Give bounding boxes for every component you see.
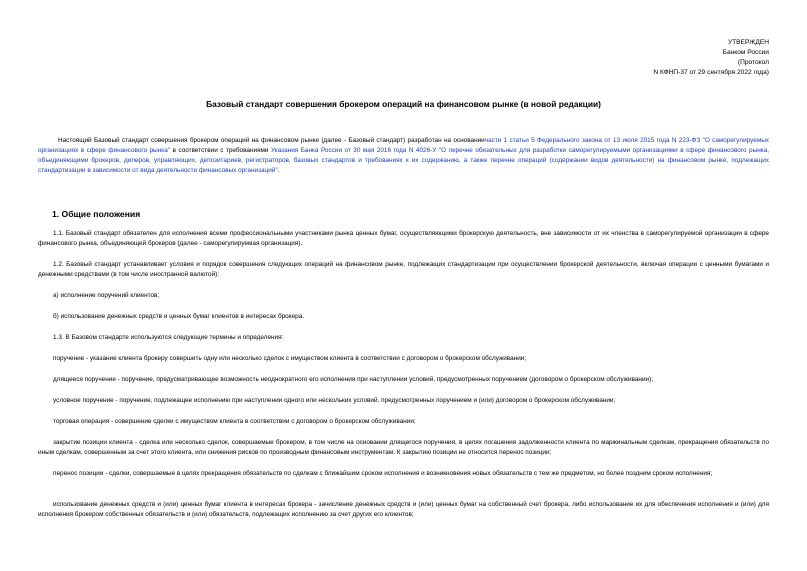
document-title: Базовый стандарт совершения брокером операций на финансовом рынке (в новой редакции) xyxy=(206,99,601,109)
approval-line: Банком России xyxy=(722,49,769,56)
section-heading: 1. Общие положения xyxy=(52,209,141,219)
definition-position-closing: закрытие позиции клиента - сделка или несколько сделок, совершаемые брокером, в том числе на основании длящегося поручения, в целях погашения задолженности клиента по маржинальным сделкам, прекращения обязательств по иным сделкам, совершенным за счет этого клиента, или снижения рисков по производным финансовым инструментам. К закрытию позиции не относится перенос позиции; xyxy=(38,439,769,456)
list-item-a: а) исполнение поручений клиентов; xyxy=(53,292,160,299)
definition-position-rollover: перенос позиции - сделки, совершаемые в целях прекращения обязательств по сделкам с ближайшим сроком исполнения и возникновения новых обязательств с тем же предметом, но более поздним сроком исполнения; xyxy=(53,470,713,477)
paragraph-1-3: 1.3. В Базовом стандарте используются следующие термины и определения: xyxy=(53,334,284,341)
definition-order: поручение - указание клиента брокеру совершить одну или несколько сделок с имуществом клиента в соответствии с договором о брокерском обслуживании; xyxy=(53,355,527,362)
approval-block xyxy=(653,38,769,78)
approval-line: УТВЕРЖДЕН xyxy=(727,39,769,46)
intro-text: Настоящий Базовый стандарт совершения брокером операций на финансовом рынке (далее - Базовый стандарт) разработан на основании xyxy=(58,137,485,144)
law-link[interactable]: части 1 статьи 5 Федерального закона от 13 июля 2015 года N 223-ФЗ "О саморегулируемых организациях в сфере финансового рынка" xyxy=(38,137,769,154)
intro-text: . xyxy=(277,167,280,174)
intro-text: в соответствии с требованиями xyxy=(170,147,271,154)
list-item-b: б) использование денежных средств и ценных бумаг клиентов в интересах брокера. xyxy=(53,313,305,320)
definition-continuing-order: длящееся поручение - поручение, предусматривающее возможность неоднократного его исполнения при наступлении условий, предусмотренных поручением (договором о брокерском обслуживании); xyxy=(53,376,653,383)
approval-line: (Протокол xyxy=(737,59,769,66)
directive-link[interactable]: Указания Банка России от 30 мая 2016 года N 4026-У "О перечне обязательных для разработки саморегулируемыми организациями в сфере финансового рынка, объединяющими брокеров, дилеров, управляющих, депозитариев, регистраторов, базовых стандартов и требованиях к их содержанию, а также перечне операций (содержании видов деятельности) на финансовом рынке, подлежащих стандартизации в зависимости от вида деятельности финансовых организаций" xyxy=(38,147,769,174)
definition-use-of-client-assets: использование денежных средств и (или) ценных бумаг клиента в интересах брокера - зачисление денежных средств и (или) ценных бумаг на собственный счет брокера, либо использование их для обеспечения исполнения и (или) для исполнения брокером собственных обязательств и (или) обязательств, подлежащих исполнению за счет других его клиентов; xyxy=(38,501,769,518)
paragraph-1-2: 1.2. Базовый стандарт устанавливает условия и порядок совершения следующих операций на финансовом рынке, подлежащих стандартизации при осуществлении брокерской деятельности, включая операции с ценными бумагами и денежными средствами (в том числе иностранной валютой): xyxy=(38,261,769,278)
definition-conditional-order: условное поручение - поручение, подлежащее исполнению при наступлении одного или нескольких условий, предусмотренных поручением и (или) договором о брокерском обслуживании; xyxy=(53,397,616,404)
definition-trade-operation: торговая операция - совершение сделки с имуществом клиента в соответствии с договором о брокерском обслуживании; xyxy=(53,418,416,425)
approval-line: N КФНП-37 от 29 сентября 2022 года) xyxy=(653,69,769,76)
paragraph-1-1: 1.1. Базовый стандарт обязателен для исполнения всеми профессиональными участниками рынка ценных бумаг, осуществляющими брокерскую деятельность, вне зависимости от их членства в саморегулируемой организации в сфере финансового рынка, объединяющей брокеров (далее - саморегулируемая организация). xyxy=(38,230,769,247)
intro-paragraph xyxy=(38,136,769,176)
